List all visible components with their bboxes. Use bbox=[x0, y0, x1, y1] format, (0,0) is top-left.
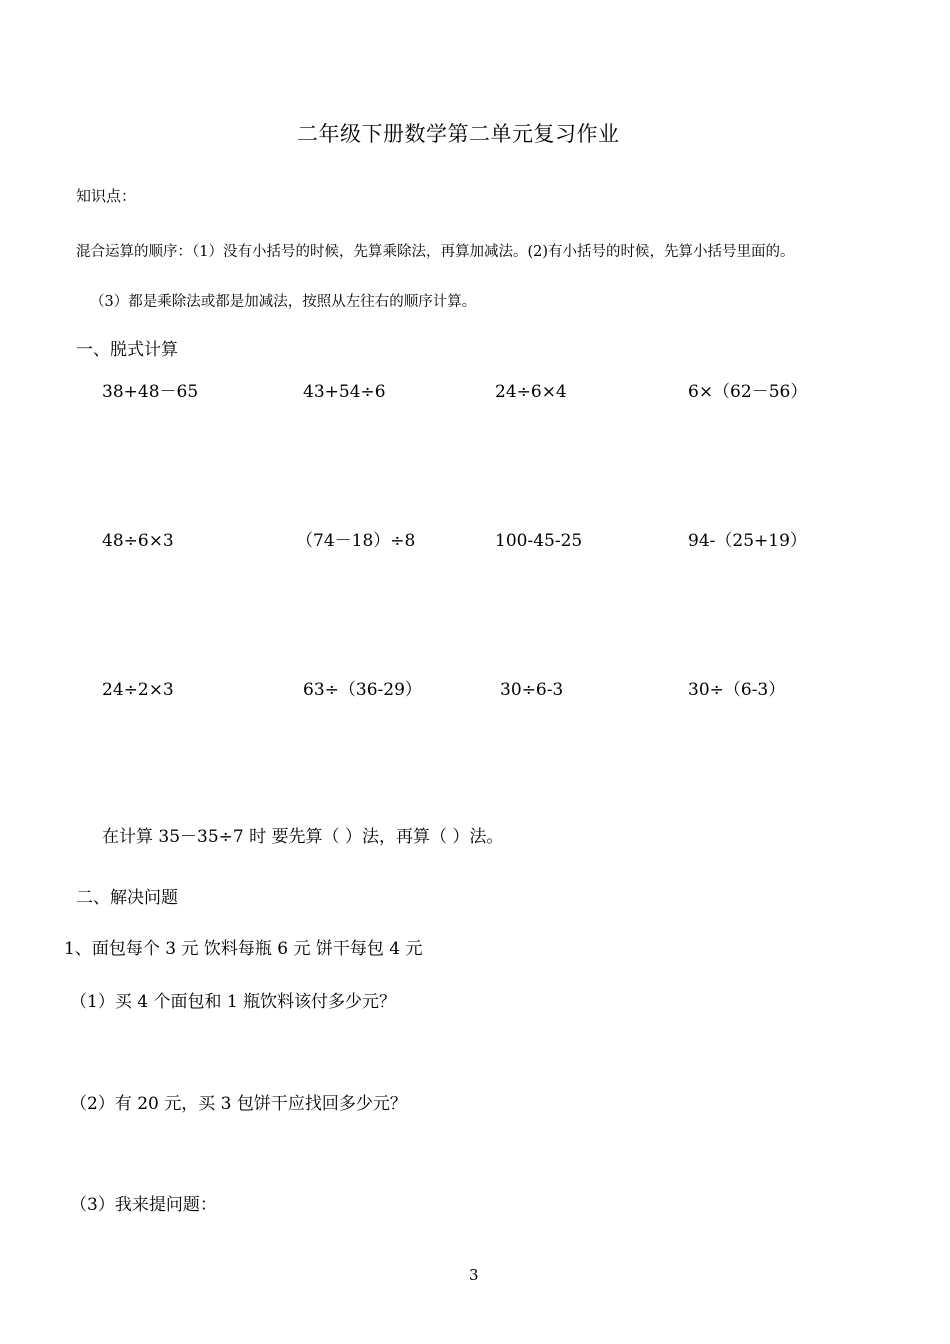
page-title: 二年级下册数学第二单元复习作业 bbox=[297, 122, 620, 146]
problem-1-question-1: （1）买 4 个面包和 1 瓶饮料该付多少元？ bbox=[70, 992, 397, 1012]
calc-item: 24÷6×4 bbox=[495, 382, 567, 402]
problem-1-question-3: （3）我来提问题： bbox=[70, 1195, 217, 1215]
knowledge-line-2: （3）都是乘除法或都是加减法，按照从左往右的顺序计算。 bbox=[90, 294, 477, 310]
calc-item: 48÷6×3 bbox=[102, 531, 174, 551]
calc-item: 94-（25+19） bbox=[688, 531, 807, 551]
calc-item: 63÷（36-29） bbox=[303, 680, 422, 700]
calc-item: 38+48－65 bbox=[102, 382, 199, 402]
section-2-heading: 二、解决问题 bbox=[76, 888, 178, 908]
fill-in-blank: 在计算 35－35÷7 时 要先算（ ）法，再算（ ）法。 bbox=[102, 827, 504, 847]
calc-item: 24÷2×3 bbox=[102, 680, 174, 700]
calc-item: 30÷（6-3） bbox=[688, 680, 786, 700]
calc-item: 100-45-25 bbox=[495, 531, 583, 551]
section-1-heading: 一、脱式计算 bbox=[76, 340, 178, 360]
knowledge-heading: 知识点： bbox=[76, 187, 137, 205]
calc-item: 30÷6-3 bbox=[500, 680, 564, 700]
calc-item: 6×（62－56） bbox=[688, 382, 808, 402]
calc-item: （74－18）÷8 bbox=[296, 531, 416, 551]
calc-item: 43+54÷6 bbox=[303, 382, 386, 402]
knowledge-line-1: 混合运算的顺序：（1）没有小括号的时候，先算乘除法，再算加减法。(2)有小括号的时候，先算小括号里面的。 bbox=[76, 244, 795, 260]
page-number: 3 bbox=[469, 1266, 479, 1284]
problem-1-question-2: （2）有 20 元，买 3 包饼干应找回多少元？ bbox=[70, 1094, 407, 1114]
problem-1-prices: 1、面包每个 3 元 饮料每瓶 6 元 饼干每包 4 元 bbox=[64, 939, 423, 959]
